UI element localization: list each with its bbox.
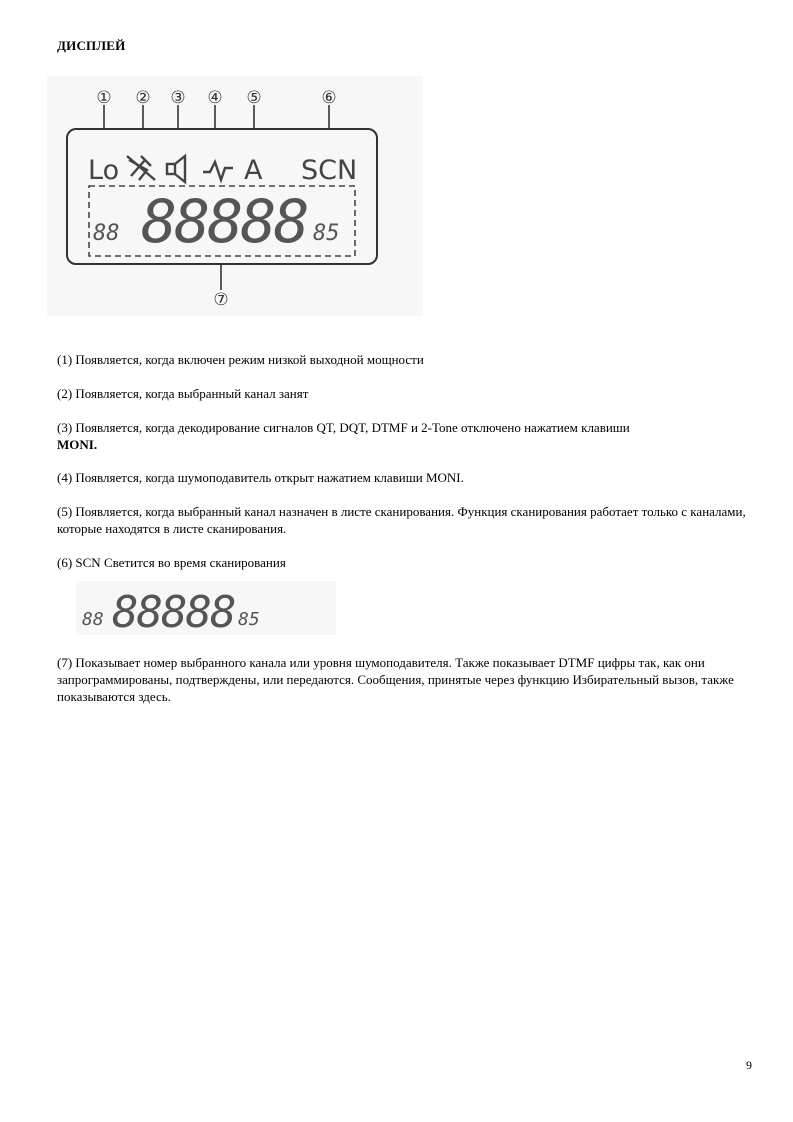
item-3-bold: MONI. [57,437,98,452]
low-power-indicator: Lo [88,155,120,186]
item-4: (4) Появляется, когда шумоподавитель открыт нажатием клавиши MONI. [57,470,464,485]
main-digits: 88888 [141,187,307,257]
scan-indicator: SCN [301,155,358,186]
page-title: ДИСПЛЕЙ [57,38,126,53]
item-2: (2) Появляется, когда выбранный канал занят [57,386,309,401]
small-digits-right: 85 [313,221,340,246]
callout-3: ③ [170,88,186,108]
page-number: 9 [746,1058,752,1072]
callout-1: ① [96,88,112,108]
strip-main-digits: 88888 [112,587,235,635]
item-1: (1) Появляется, когда включен режим низкой выходной мощности [57,352,424,367]
item-6: (6) SCN Светится во время сканирования [57,555,286,570]
strip-small-left: 88 [82,609,104,630]
item-3 [57,419,747,453]
callout-2: ② [135,88,151,108]
scan-list-indicator: A [244,155,263,186]
lcd-display-diagram [47,76,423,316]
callout-6: ⑥ [321,88,337,108]
strip-small-right: 85 [238,609,260,630]
callout-7: ⑦ [213,290,229,310]
item-3-text: (3) Появляется, когда декодирование сигналов QT, DQT, DTMF и 2-Tone отключено нажатием клавиши [57,420,630,435]
item-7: (7) Показывает номер выбранного канала или уровня шумоподавителя. Также показывает DTMF цифры так, как они запрограммированы, подтверждены, или передаются. Сообщения, принятые через функцию Избирательный вызов, также показываются здесь. [57,655,734,704]
callout-5: ⑤ [246,88,262,108]
segment-strip-image [76,581,336,635]
small-digits-left: 88 [93,221,120,246]
callout-4: ④ [207,88,223,108]
item-5: (5) Появляется, когда выбранный канал назначен в листе сканирования. Функция сканирования работает только с каналами, которые находятся в листе сканирования. [57,504,746,536]
